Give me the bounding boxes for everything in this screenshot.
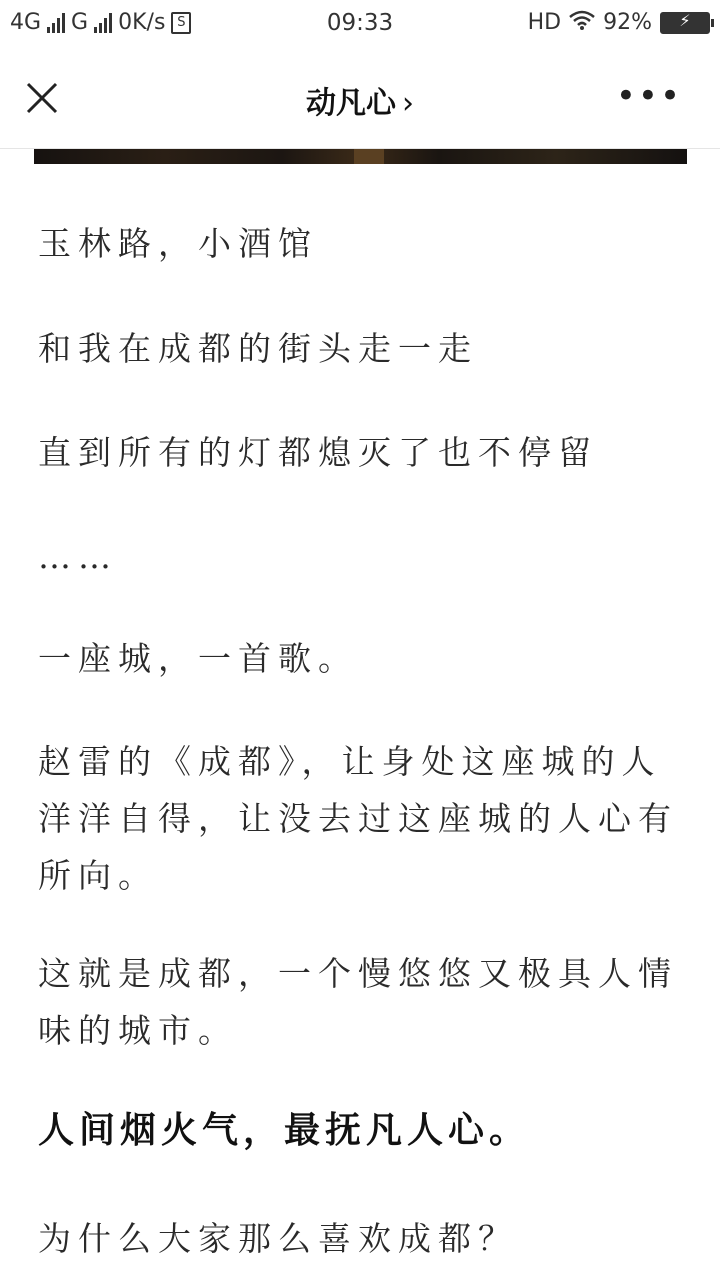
s-icon: S bbox=[171, 12, 191, 34]
paragraph: …… bbox=[38, 537, 118, 576]
paragraph: 直到所有的灯都熄灭了也不停留 bbox=[38, 433, 598, 472]
more-options-button[interactable]: ••• bbox=[615, 76, 682, 116]
battery-icon: ⚡ bbox=[660, 12, 710, 34]
paragraph: 和我在成都的街头走一走 bbox=[38, 329, 478, 368]
paragraph: 为什么大家那么喜欢成都？ bbox=[38, 1219, 518, 1258]
status-bar bbox=[0, 0, 720, 48]
battery-percent: 92% bbox=[603, 10, 652, 35]
paragraph: 玉林路，小酒馆 bbox=[38, 224, 318, 263]
section-heading: 人间烟火气，最抚凡人心。 bbox=[38, 1110, 531, 1151]
network-4g-label: 4G bbox=[10, 10, 42, 35]
wifi-icon bbox=[569, 10, 595, 35]
chevron-right-icon: › bbox=[402, 86, 414, 121]
paragraph: 赵雷的《成都》，让身处这座城的人洋洋自得，让没去过这座城的人心有所向。 bbox=[38, 742, 678, 895]
article-image bbox=[34, 149, 687, 164]
paragraph: 一座城，一首歌。 bbox=[38, 639, 358, 678]
hd-label: HD bbox=[527, 10, 562, 35]
nav-bar bbox=[0, 48, 720, 149]
account-title-link[interactable] bbox=[0, 78, 720, 122]
clock: 09:33 bbox=[326, 10, 394, 36]
page-title: 动凡心 bbox=[306, 86, 396, 121]
network-speed: 0K/s bbox=[118, 10, 166, 35]
status-right bbox=[528, 10, 710, 35]
network-g-label: G bbox=[71, 10, 89, 35]
paragraph: 这就是成都，一个慢悠悠又极具人情味的城市。 bbox=[38, 954, 678, 1050]
